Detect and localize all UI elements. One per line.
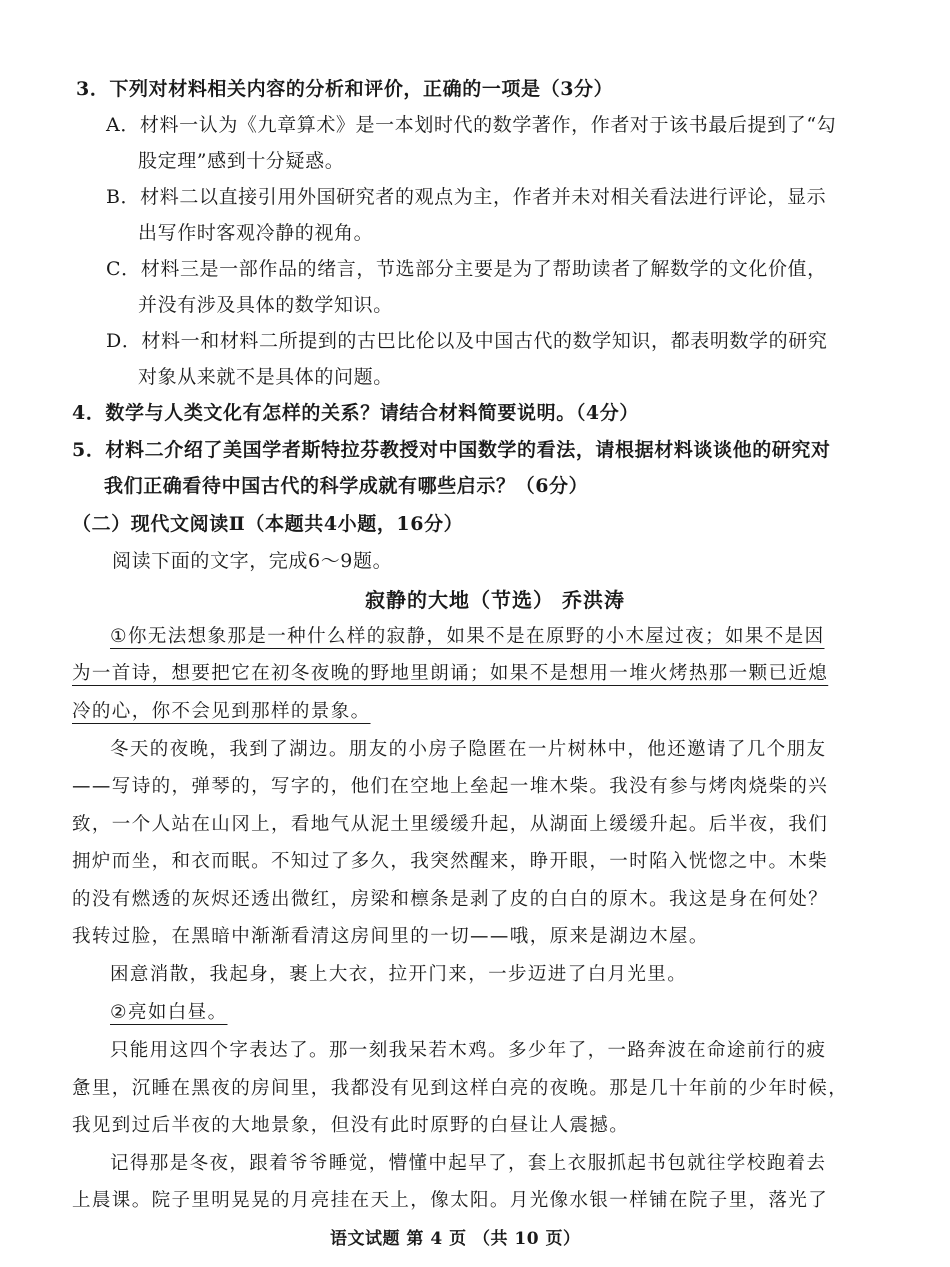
passage-para-2-line-5: 的没有燃透的灰烬还透出微红，房梁和檩条是剥了皮的白白的原木。我这是身在何处？ <box>72 889 829 910</box>
passage-para-2-line-6: 我转过脸，在黑暗中渐渐看清这房间里的一切——哦，原来是湖边木屋。 <box>72 926 709 947</box>
question-3-option-b-cont: 出写作时客观冷静的视角。 <box>138 222 374 244</box>
passage-para-4-line-1: ②亮如白昼。 <box>110 1002 228 1023</box>
question-3-option-c: C．材料三是一部作品的绪言，节选部分主要是为了帮助读者了解数学的文化价值， <box>106 258 827 280</box>
passage-para-3-line-1: 困意消散，我起身，裹上大衣，拉开门来，一步迈进了白月光里。 <box>110 964 688 985</box>
question-4: 4．数学与人类文化有怎样的关系？请结合材料简要说明。（4分） <box>72 402 639 424</box>
passage-para-1-line-2: 为一首诗，想要把它在初冬夜晚的野地里朗诵；如果不是想用一堆火烤热那一颗已近熄 <box>72 663 829 684</box>
passage-para-5-line-2: 惫里，沉睡在黑夜的房间里，我都没有见到这样白亮的夜晚。那是几十年前的少年时候， <box>72 1078 849 1099</box>
passage-para-6-line-2: 上晨课。院子里明晃晃的月亮挂在天上，像太阳。月光像水银一样铺在院子里，落光了 <box>72 1190 829 1211</box>
question-5: 5．材料二介绍了美国学者斯特拉芬教授对中国数学的看法，请根据材料谈谈他的研究对 <box>72 439 831 461</box>
passage-para-5-line-1: 只能用这四个字表达了。那一刻我呆若木鸡。多少年了，一路奔波在命途前行的疲 <box>110 1040 827 1061</box>
question-3-option-a-cont: 股定理”感到十分疑惑。 <box>138 150 345 172</box>
passage-para-2-line-3: 致，一个人站在山冈上，看地气从泥土里缓缓升起，从湖面上缓缓升起。后半夜，我们 <box>72 814 829 835</box>
section-2-header: （二）现代文阅读Ⅱ（本题共4小题，16分） <box>72 513 464 535</box>
question-3-option-b: B．材料二以直接引用外国研究者的观点为主，作者并未对相关看法进行评论，显示 <box>106 186 827 208</box>
question-3-option-d: D．材料一和材料二所提到的古巴比伦以及中国古代的数学知识，都表明数学的研究 <box>106 330 828 352</box>
passage-para-1-line-3: 冷的心，你不会见到那样的景象。 <box>72 701 371 722</box>
passage-title: 寂静的大地（节选） 乔洪涛 <box>365 588 625 612</box>
passage-para-2-line-2: ——写诗的，弹琴的，写字的，他们在空地上垒起一堆木柴。我没有参与烤肉烧柴的兴 <box>72 776 829 797</box>
question-3-option-c-cont: 并没有涉及具体的数学知识。 <box>138 294 393 316</box>
question-5-cont: 我们正确看待中国古代的科学成就有哪些启示？（6分） <box>104 475 589 497</box>
passage-para-5-line-3: 我见到过后半夜的大地景象，但没有此时原野的白昼让人震撼。 <box>72 1115 630 1136</box>
reading-instruction: 阅读下面的文字，完成6～9题。 <box>112 550 393 572</box>
question-3-option-a: A．材料一认为《九章算术》是一本划时代的数学著作，作者对于该书最后提到了“勾 <box>106 114 837 136</box>
passage-para-6-line-1: 记得那是冬夜，跟着爷爷睡觉，懵懂中起早了，套上衣服抓起书包就往学校跑着去 <box>110 1153 827 1174</box>
question-3-option-d-cont: 对象从来就不是具体的问题。 <box>138 366 393 388</box>
page-footer: 语文试题 第 4 页 （共 10 页） <box>330 1229 581 1249</box>
passage-para-1-line-1: ①你无法想象那是一种什么样的寂静，如果不是在原野的小木屋过夜；如果不是因 <box>110 626 825 647</box>
question-3-stem: 3．下列对材料相关内容的分析和评价，正确的一项是（3分） <box>76 78 614 100</box>
passage-para-2-line-4: 拥炉而坐，和衣而眠。不知过了多久，我突然醒来，睁开眼，一时陷入恍惚之中。木柴 <box>72 851 829 872</box>
passage-para-2-line-1: 冬天的夜晚，我到了湖边。朋友的小房子隐匿在一片树林中，他还邀请了几个朋友 <box>110 739 827 760</box>
